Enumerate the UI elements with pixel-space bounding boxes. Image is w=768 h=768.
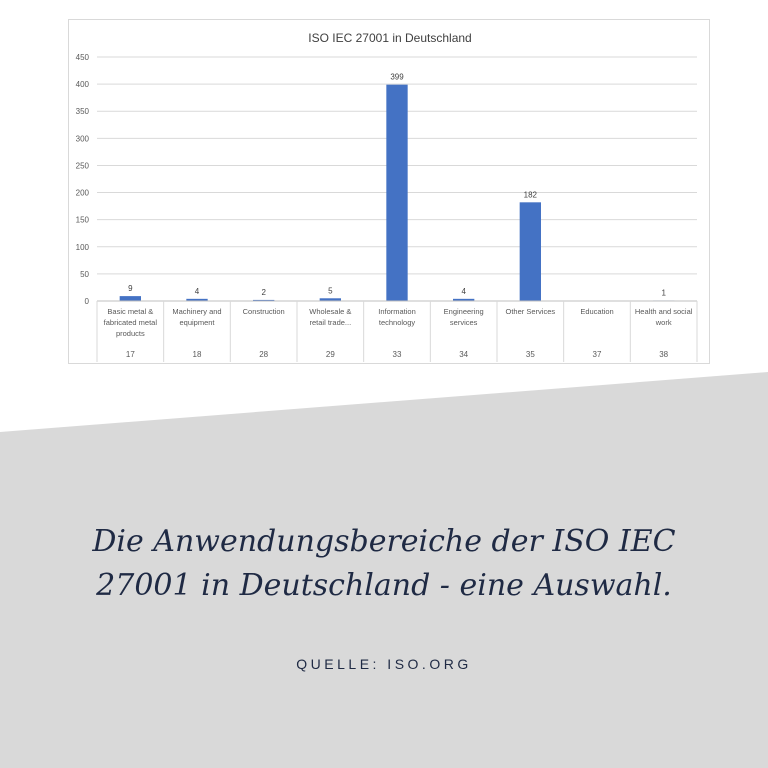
y-tick-label: 450 xyxy=(75,53,89,62)
y-tick-label: 300 xyxy=(75,134,89,144)
category-code: 18 xyxy=(192,350,202,359)
y-tick-label: 150 xyxy=(75,215,89,225)
data-label: 9 xyxy=(128,284,133,294)
category-code: 28 xyxy=(259,350,269,359)
y-axis-ticks xyxy=(76,53,90,306)
category-code: 33 xyxy=(392,350,402,359)
category-code: 35 xyxy=(525,350,535,359)
category-label: Wholesale & retail trade... xyxy=(309,307,352,327)
bar xyxy=(120,296,141,301)
chart-title: ISO IEC 27001 in Deutschland xyxy=(308,31,472,45)
category-label: Health and social work xyxy=(634,307,693,327)
category-code: 29 xyxy=(325,350,335,359)
x-axis-table xyxy=(97,301,697,362)
bar xyxy=(386,85,407,301)
data-label: 2 xyxy=(261,287,266,297)
category-label: Basic metal & fabricated metal products xyxy=(103,307,158,338)
data-label: 1 xyxy=(661,288,666,298)
category-label: Machinery and equipment xyxy=(172,307,222,327)
category-label: Engineering services xyxy=(443,307,484,327)
category-code: 34 xyxy=(459,350,469,359)
data-label: 182 xyxy=(523,190,538,200)
y-tick-label: 400 xyxy=(75,80,89,90)
headline-line-1: Die Anwendungsbereiche der ISO IEC xyxy=(92,524,676,559)
y-tick-label: 100 xyxy=(75,242,89,252)
chart-container xyxy=(68,19,710,364)
data-label: 399 xyxy=(390,72,404,82)
y-tick-label: 50 xyxy=(80,269,89,279)
y-tick-label: 200 xyxy=(75,188,89,198)
headline xyxy=(0,520,768,608)
category-code: 38 xyxy=(659,350,669,359)
category-code: 17 xyxy=(125,350,135,359)
y-tick-label: 350 xyxy=(75,107,89,117)
headline-line-2: 27001 in Deutschland - eine Auswahl. xyxy=(96,568,672,603)
bar-chart xyxy=(69,20,711,365)
data-label: 4 xyxy=(194,286,200,296)
bar xyxy=(520,202,541,301)
category-label: Information technology xyxy=(378,307,416,327)
category-label: Construction xyxy=(242,307,285,316)
y-tick-label: 250 xyxy=(75,161,89,171)
data-label: 4 xyxy=(461,286,466,296)
category-label: Education xyxy=(580,307,614,316)
data-label: 5 xyxy=(328,286,333,296)
category-label: Other Services xyxy=(505,307,556,316)
source-credit: QUELLE: ISO.ORG xyxy=(296,656,472,672)
y-tick-label: 0 xyxy=(84,297,89,306)
category-code: 37 xyxy=(592,350,602,359)
